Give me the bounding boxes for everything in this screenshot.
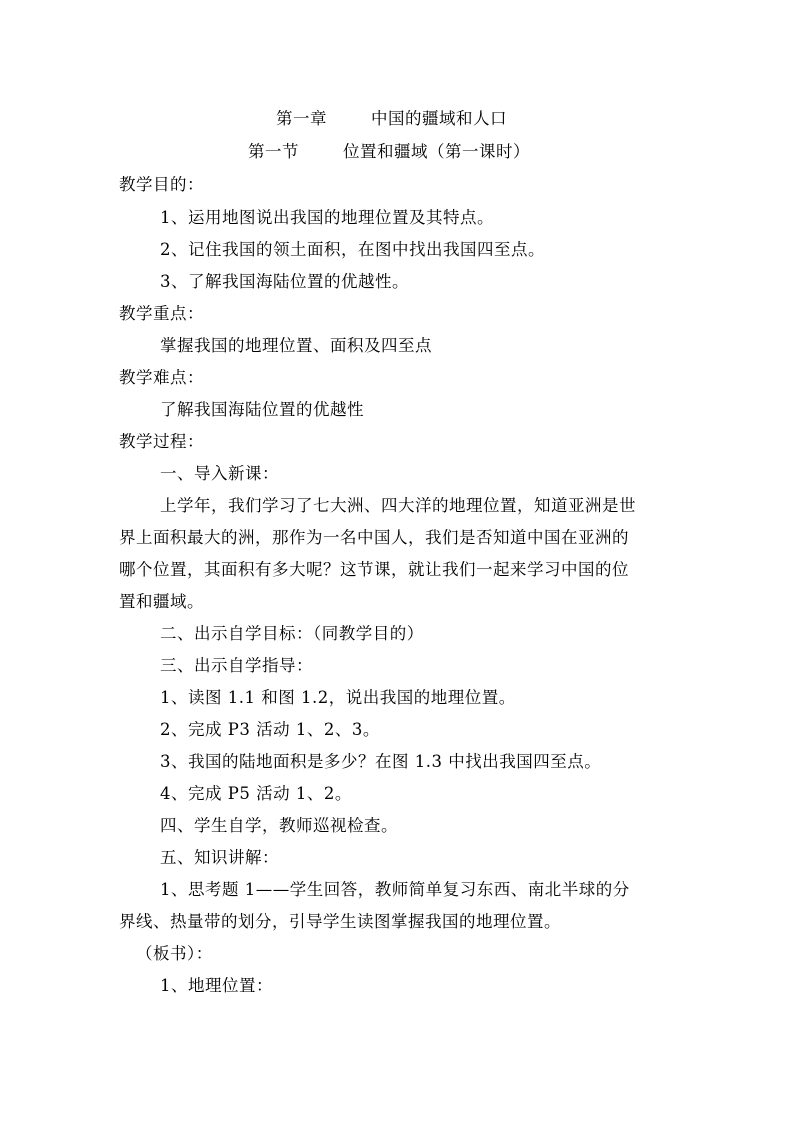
explain-line: 1、思考题 1——学生回答，教师简单复习东西、南北半球的分 [160, 880, 630, 899]
step-four: 四、学生自学，教师巡视检查。 [160, 816, 398, 835]
objective-item: 1、运用地图说出我国的地理位置及其特点。 [160, 208, 494, 227]
intro-line: 置和疆域。 [119, 592, 204, 611]
objectives-label: 教学目的： [119, 175, 204, 194]
board-label: （板书）： [136, 944, 213, 963]
section-heading [248, 141, 530, 163]
objective-item: 3、了解我国海陆位置的优越性。 [160, 272, 409, 291]
chapter-title: 中国的疆域和人口 [371, 109, 507, 128]
chapter-heading [276, 108, 507, 130]
section-number: 第一节 [248, 142, 299, 161]
step-five: 五、知识讲解： [160, 848, 279, 867]
key-points-label: 教学重点： [119, 304, 204, 323]
step-three: 三、出示自学指导： [160, 656, 313, 675]
guide-item: 2、完成 P3 活动 1、2、3。 [160, 720, 380, 739]
guide-item: 4、完成 P5 活动 1、2。 [160, 784, 352, 803]
board-item: 1、地理位置： [160, 976, 273, 995]
guide-item: 3、我国的陆地面积是多少？在图 1.3 中找出我国四至点。 [160, 752, 602, 771]
guide-item: 1、读图 1.1 和图 1.2，说出我国的地理位置。 [160, 688, 516, 707]
difficulties-text: 了解我国海陆位置的优越性 [160, 400, 364, 419]
process-label: 教学过程： [119, 432, 204, 451]
difficulties-label: 教学难点： [119, 368, 204, 387]
step-two: 二、出示自学目标：（同教学目的） [160, 624, 424, 643]
section-title: 位置和疆域（第一课时） [343, 142, 530, 161]
intro-heading: 一、导入新课： [160, 464, 279, 483]
key-points-text: 掌握我国的地理位置、面积及四至点 [160, 336, 432, 355]
intro-line: 哪个位置，其面积有多大呢？这节课，就让我们一起来学习中国的位 [119, 560, 629, 579]
explain-line: 界线、热量带的划分，引导学生读图掌握我国的地理位置。 [119, 912, 561, 931]
chapter-number: 第一章 [276, 109, 327, 128]
intro-line: 界上面积最大的洲，那作为一名中国人，我们是否知道中国在亚洲的 [119, 528, 629, 547]
intro-line: 上学年，我们学习了七大洲、四大洋的地理位置，知道亚洲是世 [160, 496, 636, 515]
objective-item: 2、记住我国的领土面积，在图中找出我国四至点。 [160, 240, 545, 259]
